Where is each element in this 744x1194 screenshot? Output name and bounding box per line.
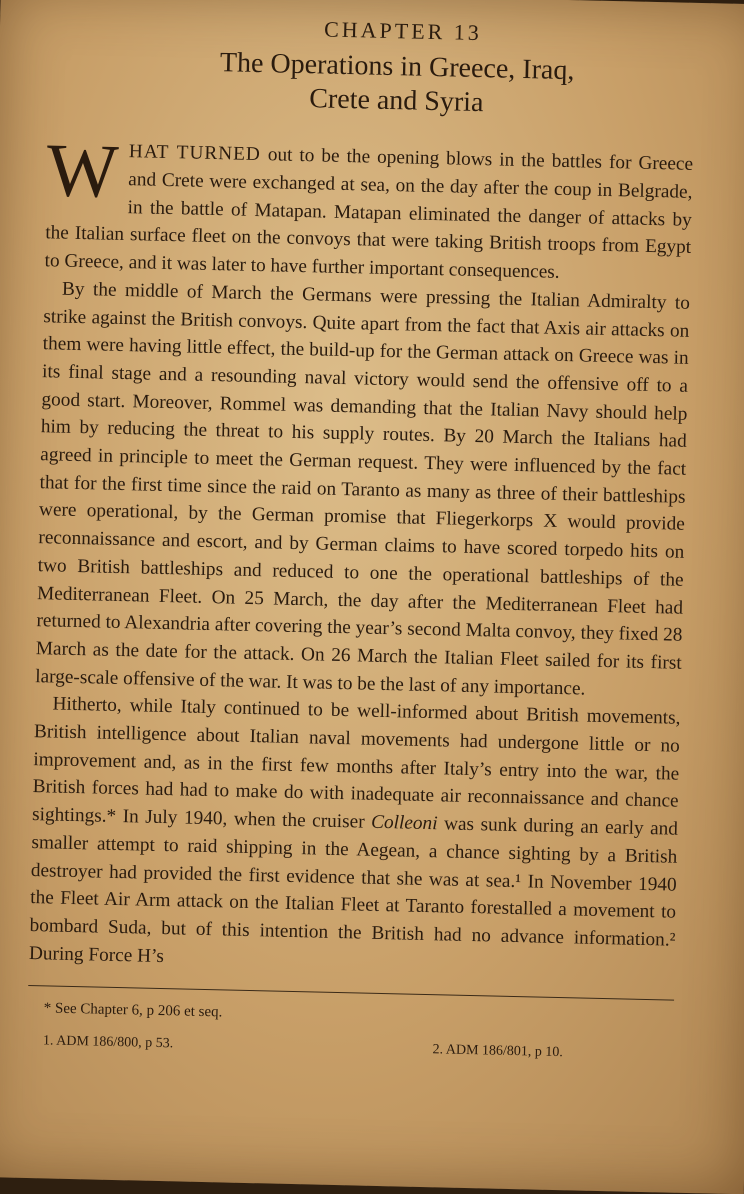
reference-2: 2. ADM 186/801, p 10. (432, 1042, 564, 1061)
drop-cap: W (45, 128, 120, 215)
page-content (27, 10, 696, 1064)
paragraph-2: By the middle of March the Germans were pressing the Italian Admiralty to strike against the British convoys. Quite apart from the fact that Axis air attacks on them were having little effect, the build-up for the German attack on Greece was in its final stage and a resounding naval victory would send the offensive off to a good start. Moreover, Rommel was demanding that the Italian Navy should help him by reducing the threat to his supply routes. By 20 March the Italians had agreed in principle to meet the German request. They were influenced by the fact that for the first time since the raid on Taranto as many as three of their battleships were operational, by the German promise that Fliegerkorps X would provide reconnaissance and escort, and by German claims to have scored torpedo hits on two British battleships and reduced to one the operational battleships of the Mediterranean Fleet. On 25 March, the day after the Mediterranean Fleet had returned to Alexandria after covering the year’s second Malta convoy, they fixed 28 March as the date for the attack. On 26 March the Italian Fleet sailed for its first large-scale offensive of the war. It was to be the last of any importance. (35, 278, 691, 700)
paragraph-3-text-a: Hitherto, while Italy continued to be well-informed about British movements, British intelligence about Italian naval movements had undergone little or no improvement and, as in the first few months after Italy’s entry into the war, the British forces had had to make do with inadequate air reconnaissance and chance sightings.* In July 1940, when the cruiser (31, 693, 681, 833)
paragraph-1-text: out to be the opening blows in the battles for Greece and Crete were exchanged at sea, on the day after the coup in Belgrade, in the battle of Matapan. Matapan eliminated the danger of attacks by the Italian surface fleet on the convoys that were taking British troops from Egypt to Greece, and it was later to have further important consequences. (44, 144, 694, 284)
chapter-label: CHAPTER 13 (323, 16, 483, 46)
ship-name: Colleoni (370, 811, 438, 835)
reference-1: 1. ADM 186/800, p 53. (42, 1033, 174, 1052)
paragraph-1 (44, 128, 694, 290)
paragraph-3-text-b: was sunk during an early and smaller attempt to raid shipping in the Aegean, a chance sighting by a British destroyer had provided the first evidence that she was at sea.¹ In November 1940 the Fleet Air Arm attack on the Italian Fleet at Taranto forestalled a movement to bombard Suda, but of this intention the British had no advance information.² During Force H’s (28, 813, 679, 967)
paragraph-3 (29, 690, 681, 982)
chapter-title-line-1: The Operations in Greece, Iraq, (219, 47, 575, 87)
footnote-divider (28, 985, 674, 1001)
chapter-title-line-2: Crete and Syria (308, 83, 484, 119)
opening-smallcaps: HAT TURNED (128, 141, 262, 166)
footnote-star: * See Chapter 6, p 206 et seq. (43, 1000, 223, 1021)
chapter-title (48, 42, 695, 125)
reference-notes (43, 1034, 563, 1062)
